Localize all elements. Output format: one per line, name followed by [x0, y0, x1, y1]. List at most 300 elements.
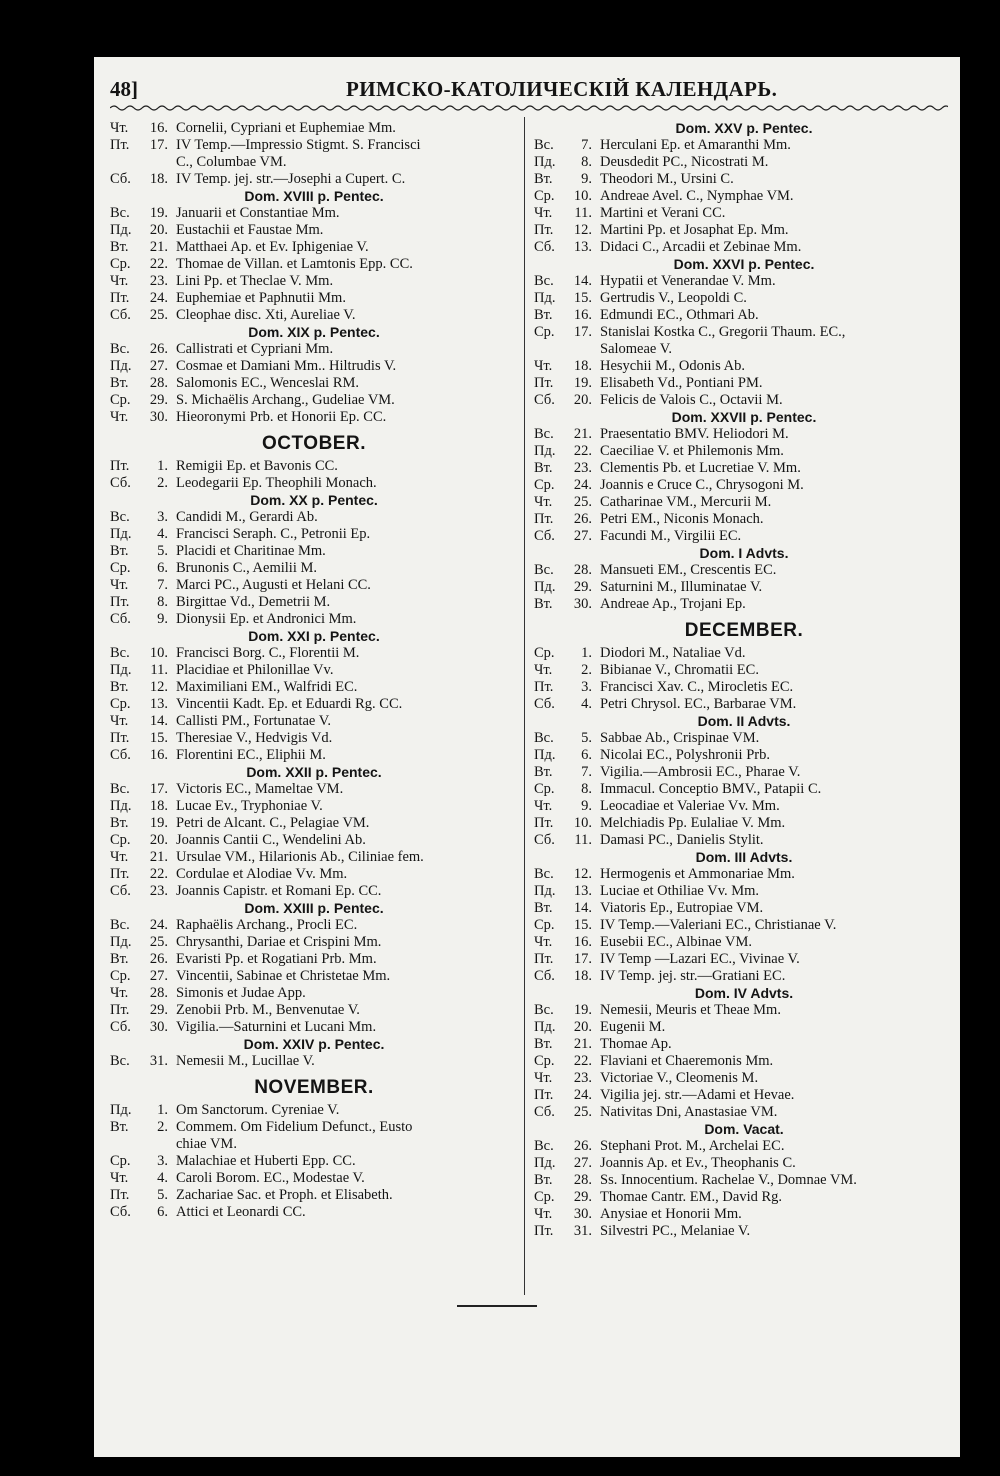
saint-text: Vincentii, Sabinae et Christetae Mm. — [176, 968, 391, 984]
day-number: 17. — [149, 137, 168, 153]
month-heading: NOVEMBER. — [254, 1077, 374, 1098]
saint-text: Hesychii M., Odonis Ab. — [600, 358, 745, 374]
saint-text: Praesentatio BMV. Heliodori M. — [600, 426, 789, 442]
saint-text: Martini Pp. et Josaphat Ep. Mm. — [600, 222, 789, 238]
calendar-entry — [534, 528, 954, 545]
day-number: 30. — [149, 409, 168, 425]
day-number: 17. — [149, 781, 168, 797]
day-number: 5. — [581, 730, 592, 746]
day-number: 20. — [149, 832, 168, 848]
day-number: 14. — [573, 273, 592, 289]
sunday-heading: Dom. XVIII p. Pentec. — [244, 188, 384, 204]
day-number: 1. — [157, 458, 168, 474]
saint-text: Facundi M., Virgilii EC. — [600, 528, 742, 544]
weekday-abbr: Сб. — [534, 696, 555, 712]
day-number: 10. — [573, 815, 592, 831]
saint-text: Brunonis C., Aemilii M. — [176, 560, 317, 576]
day-number: 6. — [581, 747, 592, 763]
saint-text: Caeciliae V. et Philemonis Mm. — [600, 443, 784, 459]
calendar-entry — [110, 358, 518, 375]
day-number: 24. — [573, 477, 592, 493]
weekday-abbr: Пт. — [534, 1087, 554, 1103]
calendar-entry — [534, 764, 954, 781]
weekday-abbr: Пд. — [534, 1155, 556, 1171]
weekday-abbr: Пд. — [534, 1019, 556, 1035]
calendar-entry — [110, 171, 518, 188]
day-number: 26. — [573, 1138, 592, 1154]
calendar-entry — [534, 1104, 954, 1121]
weekday-abbr: Ср. — [534, 781, 555, 797]
weekday-abbr: Сб. — [534, 968, 555, 984]
day-number: 26. — [573, 511, 592, 527]
month-heading: OCTOBER. — [262, 433, 366, 454]
calendar-entry — [534, 883, 954, 900]
sunday-heading: Dom. XXIII p. Pentec. — [244, 900, 384, 916]
saint-text: Vigilia jej. str.—Adami et Hevae. — [600, 1087, 795, 1103]
day-number: 14. — [573, 900, 592, 916]
sunday-heading: Dom. I Advts. — [699, 545, 789, 561]
day-number: 26. — [149, 341, 168, 357]
weekday-abbr: Чт. — [534, 662, 553, 678]
day-number: 20. — [149, 222, 168, 238]
weekday-abbr: Чт. — [110, 713, 129, 729]
saint-text: chiae VM. — [176, 1136, 237, 1152]
weekday-abbr: Пд. — [534, 443, 556, 459]
weekday-abbr: Ср. — [534, 188, 555, 204]
saint-text: Thomae Ap. — [600, 1036, 672, 1052]
day-number: 21. — [573, 426, 592, 442]
calendar-entry — [534, 222, 954, 239]
day-number: 25. — [573, 1104, 592, 1120]
calendar-entry — [534, 579, 954, 596]
weekday-abbr: Чт. — [534, 934, 553, 950]
weekday-abbr: Ср. — [534, 1189, 555, 1205]
saint-text: Deusdedit PC., Nicostrati M. — [600, 154, 769, 170]
saint-text: Victoriae V., Cleomenis M. — [600, 1070, 759, 1086]
weekday-abbr: Пд. — [110, 798, 132, 814]
saint-text: Callistrati et Cypriani Mm. — [176, 341, 334, 357]
day-number: 24. — [149, 290, 168, 306]
weekday-abbr: Пт. — [534, 1223, 554, 1239]
sunday-heading: Dom. XXIV p. Pentec. — [243, 1036, 385, 1052]
calendar-entry — [110, 1102, 518, 1119]
saint-text: Bibianae V., Chromatii EC. — [600, 662, 759, 678]
day-number: 12. — [573, 866, 592, 882]
day-number: 27. — [149, 968, 168, 984]
weekday-abbr: Пт. — [110, 458, 130, 474]
day-number: 22. — [149, 256, 168, 272]
weekday-abbr: Чт. — [534, 798, 553, 814]
weekday-abbr: Вт. — [110, 815, 129, 831]
weekday-abbr: Пт. — [110, 137, 130, 153]
saint-text: Nicolai EC., Polyshronii Prb. — [600, 747, 770, 763]
calendar-entry — [110, 985, 518, 1002]
weekday-abbr: Пт. — [534, 951, 554, 967]
weekday-abbr: Вс. — [534, 1002, 554, 1018]
day-number: 1. — [581, 645, 592, 661]
weekday-abbr: Вт. — [534, 460, 553, 476]
day-number: 21. — [149, 849, 168, 865]
calendar-entry — [110, 730, 518, 747]
saint-text: C., Columbae VM. — [176, 154, 287, 170]
saint-text: Luciae et Othiliae Vv. Mm. — [600, 883, 760, 899]
weekday-abbr: Ср. — [110, 968, 131, 984]
saint-text: Andreae Ap., Trojani Ep. — [600, 596, 746, 612]
weekday-abbr: Пд. — [534, 154, 556, 170]
saint-text: Placidi et Charitinae Mm. — [176, 543, 326, 559]
calendar-entry — [110, 458, 518, 475]
calendar-entry — [110, 509, 518, 526]
calendar-entry — [534, 1172, 954, 1189]
calendar-entry — [534, 307, 954, 324]
day-number: 29. — [149, 1002, 168, 1018]
weekday-abbr: Пт. — [110, 1002, 130, 1018]
day-number: 9. — [581, 798, 592, 814]
saint-text: Felicis de Valois C., Octavii M. — [600, 392, 783, 408]
day-number: 6. — [157, 560, 168, 576]
saint-text: Immacul. Conceptio BMV., Patapii C. — [600, 781, 822, 797]
weekday-abbr: Сб. — [534, 239, 555, 255]
weekday-abbr: Вт. — [534, 596, 553, 612]
day-number: 7. — [581, 764, 592, 780]
saint-text: Thomae Cantr. EM., David Rg. — [600, 1189, 783, 1205]
sunday-heading: Dom. IV Advts. — [694, 985, 794, 1001]
day-number: 19. — [573, 1002, 592, 1018]
weekday-abbr: Пд. — [110, 526, 132, 542]
saint-text: Leodegarii Ep. Theophili Monach. — [176, 475, 377, 491]
calendar-entry — [534, 460, 954, 477]
saint-text: Remigii Ep. et Bavonis CC. — [176, 458, 338, 474]
column-divider — [524, 117, 525, 1295]
calendar-entry — [534, 1019, 954, 1036]
weekday-abbr: Ср. — [110, 392, 131, 408]
saint-text: IV Temp.—Valeriani EC., Christianae V. — [600, 917, 837, 933]
day-number: 31. — [149, 1053, 168, 1069]
weekday-abbr: Чт. — [110, 273, 129, 289]
weekday-abbr: Ср. — [110, 1153, 131, 1169]
calendar-entry — [534, 1087, 954, 1104]
sunday-heading: Dom. XXVII p. Pentec. — [671, 409, 817, 425]
day-number: 4. — [157, 1170, 168, 1186]
saint-text: Matthaei Ap. et Ev. Iphigeniae V. — [176, 239, 369, 255]
calendar-entry — [534, 154, 954, 171]
day-number: 13. — [573, 883, 592, 899]
day-number: 15. — [149, 730, 168, 746]
saint-text: Cornelii, Cypriani et Euphemiae Mm. — [176, 120, 396, 136]
day-number: 27. — [573, 528, 592, 544]
calendar-entry — [534, 477, 954, 494]
calendar-entry — [110, 239, 518, 256]
saint-text: Diodori M., Nataliae Vd. — [600, 645, 746, 661]
weekday-abbr: Чт. — [110, 409, 129, 425]
saint-text: Victoris EC., Mameltae VM. — [176, 781, 344, 797]
day-number: 13. — [573, 239, 592, 255]
weekday-abbr: Вт. — [110, 951, 129, 967]
saint-text: Cordulae et Alodiae Vv. Mm. — [176, 866, 348, 882]
day-number: 20. — [573, 1019, 592, 1035]
saint-text: Commem. Om Fidelium Defunct., Eusto — [176, 1119, 413, 1135]
weekday-abbr: Пт. — [534, 375, 554, 391]
calendar-entry — [110, 1119, 518, 1136]
calendar-entry — [534, 596, 954, 613]
saint-text: Andreae Avel. C., Nymphae VM. — [600, 188, 794, 204]
calendar-entry — [110, 815, 518, 832]
calendar-entry — [110, 560, 518, 577]
day-number: 25. — [149, 307, 168, 323]
weekday-abbr: Вт. — [534, 307, 553, 323]
saint-text: Catharinae VM., Mercurii M. — [600, 494, 772, 510]
day-number: 16. — [149, 120, 168, 136]
calendar-entry — [110, 747, 518, 764]
day-number: 3. — [581, 679, 592, 695]
saint-text: Dionysii Ep. et Andronici Mm. — [176, 611, 357, 627]
calendar-entry — [110, 934, 518, 951]
weekday-abbr: Пд. — [534, 290, 556, 306]
day-number: 15. — [573, 290, 592, 306]
saint-text: Malachiae et Huberti Epp. CC. — [176, 1153, 356, 1169]
calendar-entry — [110, 475, 518, 492]
calendar-entry — [534, 696, 954, 713]
saint-text: Candidi M., Gerardi Ab. — [176, 509, 318, 525]
calendar-entry — [110, 1002, 518, 1019]
saint-text: Sabbae Ab., Crispinae VM. — [600, 730, 760, 746]
weekday-abbr: Сб. — [534, 392, 555, 408]
weekday-abbr: Вс. — [534, 426, 554, 442]
saint-text: Hypatii et Venerandae V. Mm. — [600, 273, 776, 289]
day-number: 12. — [573, 222, 592, 238]
day-number: 2. — [157, 1119, 168, 1135]
calendar-entry — [110, 1170, 518, 1187]
calendar-entry — [534, 290, 954, 307]
day-number: 5. — [157, 1187, 168, 1203]
weekday-abbr: Вт. — [534, 1036, 553, 1052]
saint-text: Eugenii M. — [600, 1019, 666, 1035]
weekday-abbr: Пт. — [110, 290, 130, 306]
calendar-entry — [110, 526, 518, 543]
weekday-abbr: Чт. — [110, 120, 129, 136]
saint-text: Raphaëlis Archang., Procli EC. — [176, 917, 358, 933]
sunday-heading: Dom. III Advts. — [695, 849, 793, 865]
day-number: 16. — [573, 934, 592, 950]
day-number: 18. — [573, 358, 592, 374]
calendar-entry — [534, 747, 954, 764]
day-number: 12. — [149, 679, 168, 695]
weekday-abbr: Вс. — [110, 917, 130, 933]
day-number: 17. — [573, 324, 592, 340]
weekday-abbr: Чт. — [110, 849, 129, 865]
saint-text: Ss. Innocentium. Rachelae V., Domnae VM. — [600, 1172, 857, 1188]
weekday-abbr: Пт. — [534, 679, 554, 695]
sunday-heading: Dom. XIX p. Pentec. — [248, 324, 380, 340]
closing-rule — [457, 1305, 537, 1307]
calendar-entry — [110, 611, 518, 628]
sunday-heading: Dom. XXVI p. Pentec. — [673, 256, 815, 272]
weekday-abbr: Ср. — [110, 832, 131, 848]
saint-text: Theodori M., Ursini C. — [600, 171, 734, 187]
day-number: 17. — [573, 951, 592, 967]
saint-text: Evaristi Pp. et Rogatiani Prb. Mm. — [176, 951, 377, 967]
saint-text: Hermogenis et Ammonariae Mm. — [600, 866, 795, 882]
calendar-entry — [534, 1036, 954, 1053]
saint-text: Anysiae et Honorii Mm. — [600, 1206, 742, 1222]
saint-text: Francisci Borg. C., Florentii M. — [176, 645, 360, 661]
calendar-entry — [534, 968, 954, 985]
saint-text: Leocadiae et Valeriae Vv. Mm. — [600, 798, 780, 814]
saint-text: Eusebii EC., Albinae VM. — [600, 934, 752, 950]
day-number: 11. — [574, 205, 592, 221]
day-number: 2. — [581, 662, 592, 678]
weekday-abbr: Сб. — [110, 307, 131, 323]
day-number: 13. — [149, 696, 168, 712]
saint-text: Birgittae Vd., Demetrii M. — [176, 594, 331, 610]
calendar-entry — [110, 409, 518, 426]
weekday-abbr: Вт. — [110, 1119, 129, 1135]
saint-text: Damasi PC., Danielis Stylit. — [600, 832, 764, 848]
saint-text: Stephani Prot. M., Archelai EC. — [600, 1138, 785, 1154]
day-number: 28. — [149, 985, 168, 1001]
weekday-abbr: Вс. — [534, 1138, 554, 1154]
weekday-abbr: Ср. — [534, 917, 555, 933]
saint-text: Cosmae et Damiani Mm.. Hiltrudis V. — [176, 358, 397, 374]
day-number: 23. — [149, 273, 168, 289]
day-number: 31. — [573, 1223, 592, 1239]
day-number: 6. — [157, 1204, 168, 1220]
saint-text: IV Temp.—Impressio Stigmt. S. Francisci — [176, 137, 421, 153]
weekday-abbr: Сб. — [534, 1104, 555, 1120]
weekday-abbr: Сб. — [110, 171, 131, 187]
calendar-entry — [534, 324, 954, 341]
saint-text: Callisti PM., Fortunatae V. — [176, 713, 331, 729]
saint-text: Placidiae et Philonillae Vv. — [176, 662, 334, 678]
day-number: 15. — [573, 917, 592, 933]
calendar-entry — [534, 426, 954, 443]
saint-text: Simonis et Judae App. — [176, 985, 306, 1001]
weekday-abbr: Вс. — [110, 509, 130, 525]
day-number: 28. — [573, 562, 592, 578]
weekday-abbr: Чт. — [534, 205, 553, 221]
calendar-entry — [110, 120, 518, 137]
running-title: РИМСКО-КАТОЛИЧЕСКІЙ КАЛЕНДАРЬ. — [346, 77, 778, 101]
calendar-entry — [110, 883, 518, 900]
calendar-entry — [534, 205, 954, 222]
day-number: 27. — [573, 1155, 592, 1171]
calendar-entry — [534, 273, 954, 290]
sunday-heading: Dom. XX p. Pentec. — [250, 492, 378, 508]
saint-text: Nemesii, Meuris et Theae Mm. — [600, 1002, 781, 1018]
saint-text: Zachariae Sac. et Proph. et Elisabeth. — [176, 1187, 393, 1203]
calendar-entry — [534, 1053, 954, 1070]
saint-text: Maximiliani EM., Walfridi EC. — [176, 679, 358, 695]
saint-text: Nativitas Dni, Anastasiae VM. — [600, 1104, 778, 1120]
saint-text: Vigilia.—Ambrosii EC., Pharae V. — [600, 764, 801, 780]
calendar-entry — [534, 832, 954, 849]
saint-text: Salomonis EC., Wenceslai RM. — [176, 375, 360, 391]
saint-text: IV Temp. jej. str.—Gratiani EC. — [600, 968, 786, 984]
day-number: 8. — [581, 781, 592, 797]
calendar-entry — [110, 832, 518, 849]
calendar-page — [94, 57, 960, 1457]
day-number: 24. — [149, 917, 168, 933]
weekday-abbr: Сб. — [110, 747, 131, 763]
calendar-entry — [534, 375, 954, 392]
day-number: 27. — [149, 358, 168, 374]
calendar-entry — [534, 866, 954, 883]
weekday-abbr: Вс. — [110, 205, 130, 221]
saint-text: Martini et Verani CC. — [600, 205, 726, 221]
weekday-abbr: Чт. — [534, 1206, 553, 1222]
day-number: 26. — [149, 951, 168, 967]
calendar-entry — [534, 645, 954, 662]
saint-text: Lucae Ev., Tryphoniae V. — [176, 798, 323, 814]
weekday-abbr: Вт. — [110, 239, 129, 255]
calendar-entry — [110, 577, 518, 594]
weekday-abbr: Вс. — [110, 645, 130, 661]
weekday-abbr: Вт. — [534, 1172, 553, 1188]
day-number: 1. — [157, 1102, 168, 1118]
weekday-abbr: Пд. — [110, 222, 132, 238]
weekday-abbr: Пд. — [110, 358, 132, 374]
saint-text: Joannis Capistr. et Romani Ep. CC. — [176, 883, 382, 899]
saint-text: Petri de Alcant. C., Pelagiae VM. — [176, 815, 370, 831]
weekday-abbr: Вс. — [534, 273, 554, 289]
saint-text: Eustachii et Faustae Mm. — [176, 222, 324, 238]
saint-text: Clementis Pb. et Lucretiae V. Mm. — [600, 460, 801, 476]
calendar-entry — [110, 543, 518, 560]
right-column — [534, 120, 954, 1240]
day-number: 25. — [573, 494, 592, 510]
saint-text: Francisci Seraph. C., Petronii Ep. — [176, 526, 371, 542]
calendar-entry — [110, 696, 518, 713]
saint-text: Ursulae VM., Hilarionis Ab., Ciliniae fem. — [176, 849, 424, 865]
saint-text: Salomeae V. — [600, 341, 672, 357]
weekday-abbr: Вс. — [534, 866, 554, 882]
saint-text: Om Sanctorum. Cyreniae V. — [176, 1102, 340, 1118]
calendar-entry — [110, 273, 518, 290]
day-number: 10. — [573, 188, 592, 204]
saint-text: Marci PC., Augusti et Helani CC. — [176, 577, 371, 593]
calendar-entry — [110, 256, 518, 273]
sunday-heading: Dom. XXII p. Pentec. — [246, 764, 382, 780]
day-number: 19. — [149, 205, 168, 221]
day-number: 9. — [157, 611, 168, 627]
calendar-entry — [534, 815, 954, 832]
calendar-entry — [110, 1187, 518, 1204]
saint-text: Chrysanthi, Dariae et Crispini Mm. — [176, 934, 382, 950]
calendar-entry — [534, 1189, 954, 1206]
saint-text: Silvestri PC., Melaniae V. — [600, 1223, 751, 1239]
day-number: 5. — [157, 543, 168, 559]
sunday-heading: Dom. II Advts. — [697, 713, 791, 729]
day-number: 16. — [573, 307, 592, 323]
calendar-entry — [534, 1002, 954, 1019]
calendar-entry — [110, 1019, 518, 1036]
weekday-abbr: Сб. — [110, 611, 131, 627]
entry-continuation — [110, 1136, 518, 1153]
weekday-abbr: Вс. — [110, 781, 130, 797]
calendar-entry — [534, 1206, 954, 1223]
weekday-abbr: Чт. — [534, 494, 553, 510]
saint-text: Vincentii Kadt. Ep. et Eduardi Rg. CC. — [176, 696, 403, 712]
entry-continuation — [110, 154, 518, 171]
day-number: 20. — [573, 392, 592, 408]
day-number: 23. — [573, 460, 592, 476]
saint-text: Caroli Borom. EC., Modestae V. — [176, 1170, 365, 1186]
day-number: 9. — [581, 171, 592, 187]
saint-text: Florentini EC., Eliphii M. — [176, 747, 326, 763]
saint-text: Joannis Cantii C., Wendelini Ab. — [176, 832, 366, 848]
calendar-entry — [110, 290, 518, 307]
wavy-rule — [110, 103, 948, 113]
